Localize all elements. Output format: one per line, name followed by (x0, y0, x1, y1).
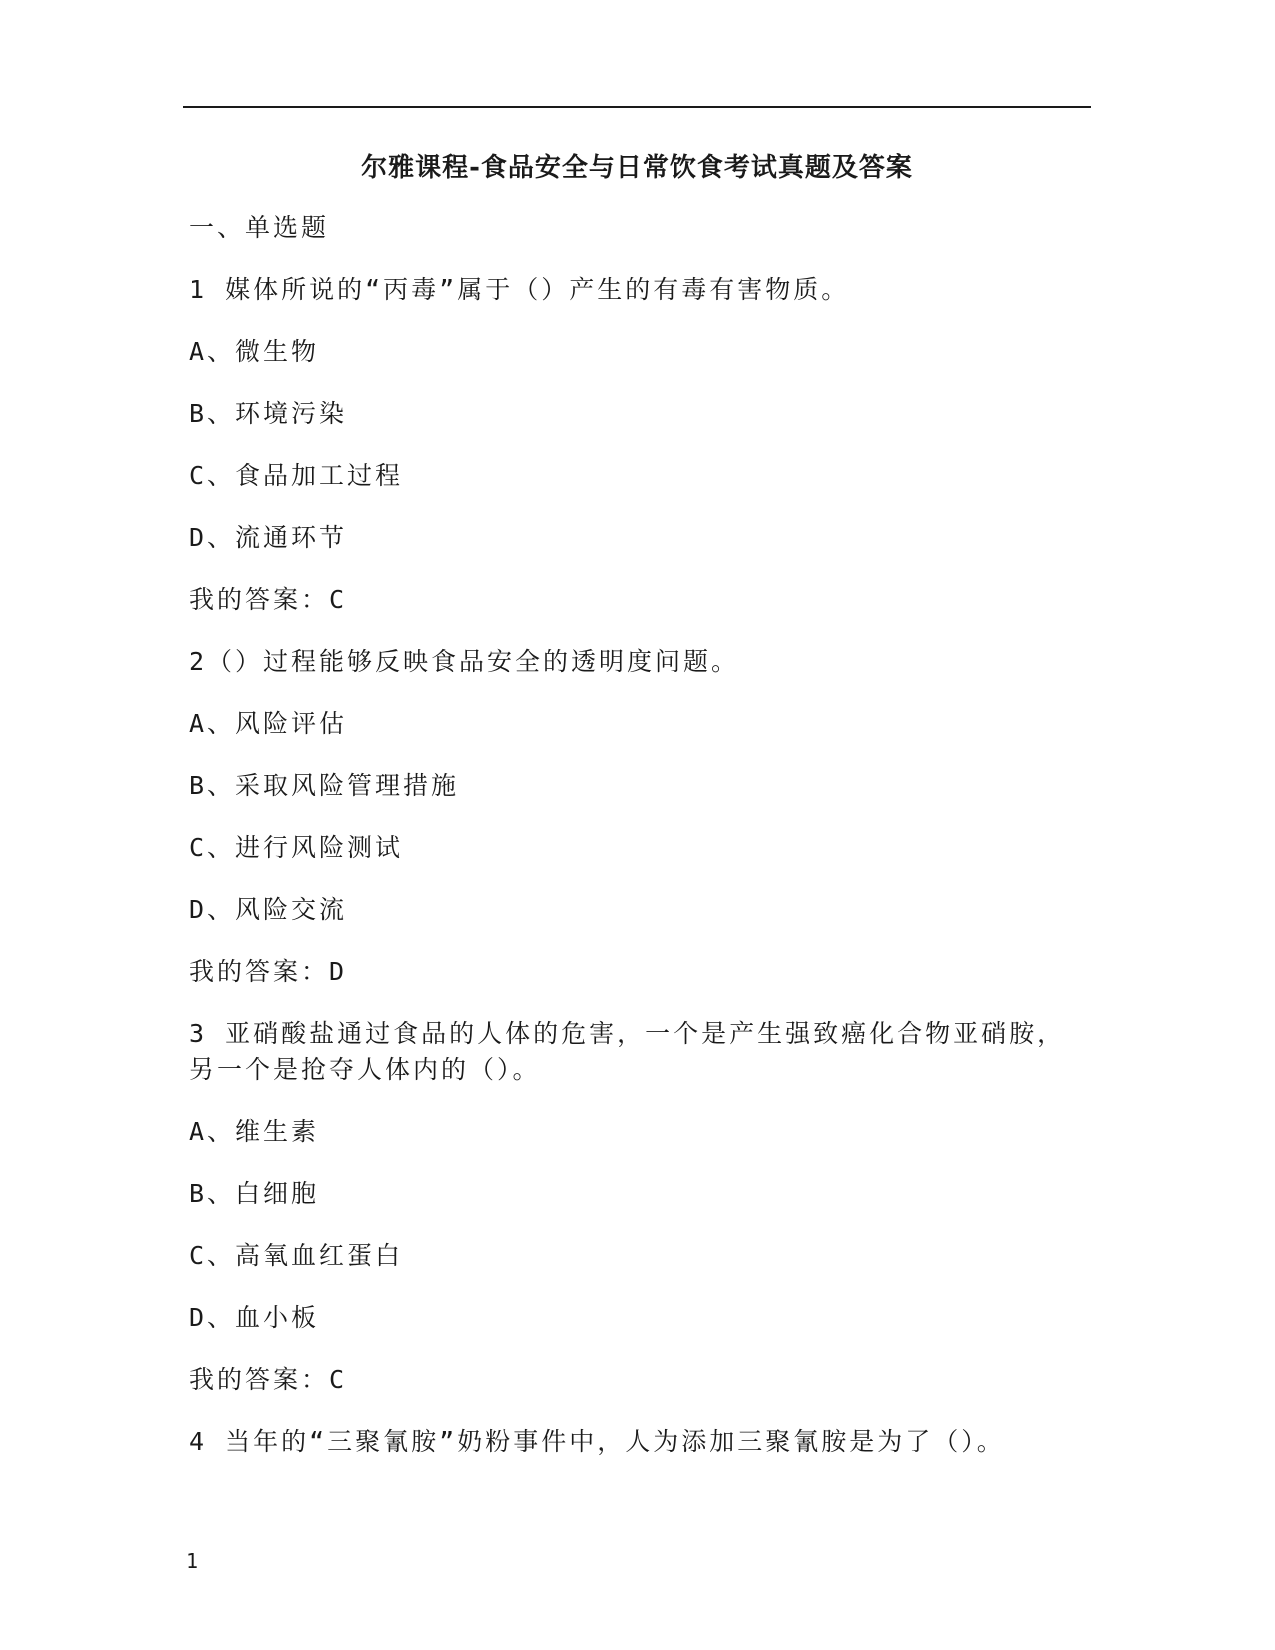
page-number: 1 (186, 1549, 199, 1573)
question-3-option-b: B、白细胞 (189, 1179, 320, 1208)
question-1-option-a: A、微生物 (189, 337, 320, 366)
question-3-stem-line-1: 3 亚硝酸盐通过食品的人体的危害，一个是产生强致癌化合物亚硝胺， (189, 1019, 1066, 1048)
question-3-option-d: D、血小板 (189, 1303, 320, 1332)
question-2-option-d: D、风险交流 (189, 895, 348, 924)
header-rule (183, 106, 1091, 108)
question-3-answer: 我的答案：C (189, 1365, 348, 1394)
question-4-stem: 4 当年的“三聚氰胺”奶粉事件中，人为添加三聚氰胺是为了（）。 (189, 1427, 1005, 1456)
section-heading: 一、单选题 (189, 213, 330, 242)
question-2-option-c: C、进行风险测试 (189, 833, 404, 862)
question-1-option-d: D、流通环节 (189, 523, 348, 552)
question-1-answer: 我的答案：C (189, 585, 348, 614)
question-3-option-c: C、高氧血红蛋白 (189, 1241, 404, 1270)
question-2-answer: 我的答案：D (189, 957, 348, 986)
document-title: 尔雅课程-食品安全与日常饮食考试真题及答案 (361, 153, 913, 183)
question-1-stem: 1 媒体所说的“丙毒”属于（）产生的有毒有害物质。 (189, 275, 850, 304)
question-1-option-c: C、食品加工过程 (189, 461, 404, 490)
question-3-stem-line-2: 另一个是抢夺人体内的（）。 (189, 1055, 541, 1084)
question-2-option-a: A、风险评估 (189, 709, 348, 738)
question-3-option-a: A、维生素 (189, 1117, 320, 1146)
question-1-option-b: B、环境污染 (189, 399, 348, 428)
question-2-stem: 2（）过程能够反映食品安全的透明度问题。 (189, 647, 740, 676)
question-2-option-b: B、采取风险管理措施 (189, 771, 460, 800)
